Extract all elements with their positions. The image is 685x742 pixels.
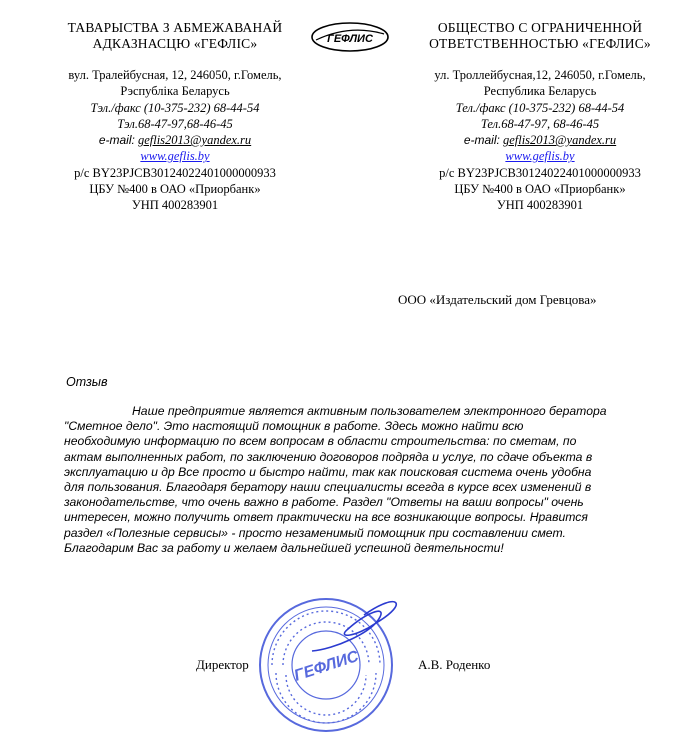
right-org-name-line2: ОТВЕТСТВЕННОСТЬЮ «ГЕФЛИС» bbox=[429, 36, 651, 51]
left-org-name bbox=[40, 20, 310, 52]
signature-position: Директор bbox=[196, 657, 249, 672]
left-org-name-line2: АДКАЗНАСЦЮ «ГЕФЛІС» bbox=[92, 36, 258, 51]
left-email-line bbox=[40, 132, 310, 148]
company-stamp bbox=[248, 583, 404, 739]
letter-body bbox=[64, 404, 664, 556]
right-account: р/с BY23PJCB30124022401000000933 bbox=[439, 165, 641, 180]
right-email-link[interactable]: geflis2013@yandex.ru bbox=[502, 133, 617, 148]
signature-name: А.В. Роденко bbox=[418, 657, 491, 672]
letter-line: актам выполненных работ, по заключению договоров подряда и услуг, по сдаче объекта в bbox=[64, 449, 593, 464]
letter-line: необходимую информацию по всем вопросам в области строительства: по сметам, по bbox=[64, 434, 577, 449]
left-bank: ЦБУ №400 в ОАО «Приорбанк» bbox=[89, 182, 261, 197]
right-phone: Тел.68-47-97, 68-46-45 bbox=[480, 116, 600, 131]
geflis-logo bbox=[310, 20, 390, 54]
right-org-name bbox=[400, 20, 680, 52]
letter-line: раздел «Полезные сервисы» - просто незаменимый помощник при составлении смет. bbox=[64, 525, 566, 540]
right-email-line bbox=[400, 132, 680, 148]
right-website-link[interactable]: www.geflis.by bbox=[505, 149, 575, 164]
left-account: р/с BY23PJCB30124022401000000933 bbox=[74, 165, 276, 180]
signature-scribble bbox=[312, 602, 396, 651]
left-unp: УНП 400283901 bbox=[131, 198, 219, 213]
left-phone: Тэл.68-47-97,68-46-45 bbox=[117, 116, 233, 131]
letter-title: Отзыв bbox=[66, 375, 108, 389]
letter-line: Наше предприятие является активным пользователем электронного бератора bbox=[132, 404, 607, 418]
right-country: Республика Беларусь bbox=[483, 84, 597, 99]
right-phone-fax: Тел./факс (10-375-232) 68-44-54 bbox=[455, 100, 625, 115]
left-email-link[interactable]: geflis2013@yandex.ru bbox=[137, 133, 252, 148]
left-org-name-line1: ТАВАРЫСТВА З АБМЕЖАВАНАЙ bbox=[67, 20, 283, 35]
logo-text: ГЕФЛИС bbox=[327, 33, 373, 45]
letter-line: законодательстве, что очень важно в работе. Раздел "Ответы на ваши вопросы" очень bbox=[64, 495, 584, 510]
letter-line: интересен, можно получить ответ практически на все возникающие вопросы. Нравится bbox=[64, 510, 588, 525]
stamp-text: ГЕФЛИС bbox=[292, 648, 361, 685]
letter-line: Благодарим Вас за работу и желаем дальнейшей успешной деятельности! bbox=[64, 540, 504, 555]
left-country: Рэспубліка Беларусь bbox=[120, 84, 230, 99]
left-address-block bbox=[40, 67, 310, 214]
letter-line: эксплуатацию и др Все просто и быстро найти, так как поисковая система очень удобна bbox=[64, 464, 592, 479]
left-address: вул. Тралейбусная, 12, 246050, г.Гомель, bbox=[68, 68, 282, 82]
right-bank: ЦБУ №400 в ОАО «Приорбанк» bbox=[454, 182, 626, 197]
right-email-label: e-mail: bbox=[463, 133, 500, 148]
right-unp: УНП 400283901 bbox=[496, 198, 584, 213]
right-org-name-line1: ОБЩЕСТВО С ОГРАНИЧЕННОЙ bbox=[437, 20, 643, 35]
letter-line: для пользования. Благодаря бератору наши специалисты всегда в курсе всех изменений в bbox=[64, 480, 592, 495]
right-address-block bbox=[400, 67, 680, 214]
left-phone-fax: Тэл./факс (10-375-232) 68-44-54 bbox=[90, 100, 260, 115]
left-website-link[interactable]: www.geflis.by bbox=[140, 149, 210, 164]
right-address: ул. Троллейбусная,12, 246050, г.Гомель, bbox=[434, 68, 646, 82]
letter-line: "Сметное дело". Это настоящий помощник в работе. Здесь можно найти всю bbox=[64, 419, 524, 434]
left-email-label: e-mail: bbox=[98, 133, 135, 148]
recipient: ООО «Издательский дом Гревцова» bbox=[398, 292, 597, 307]
